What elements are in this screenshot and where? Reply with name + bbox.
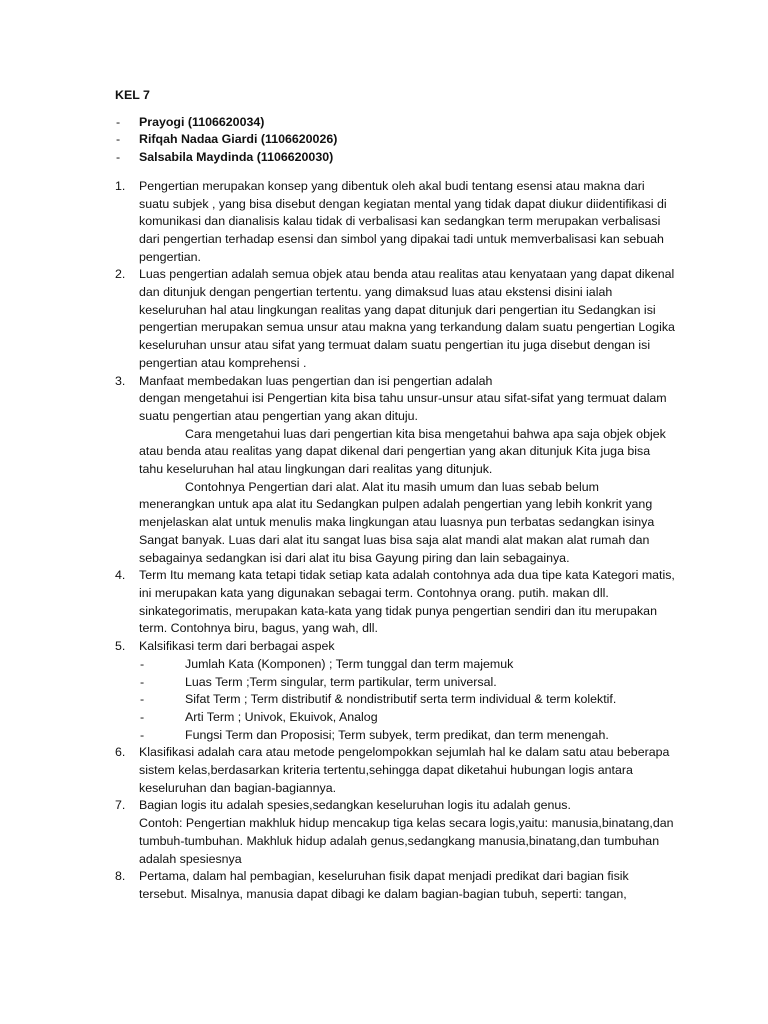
answer-paragraph: dengan mengetahui isi Pengertian kita bisa tahu unsur-unsur atau sifat-sifat yang termuat dalam suatu pengertian atau pengertian yang akan dituju. xyxy=(139,391,667,423)
answer-paragraph: Kalsifikasi term dari berbagai aspek xyxy=(139,639,335,654)
item-number: 2. xyxy=(115,267,126,282)
bullet-dash-icon: - xyxy=(140,674,145,689)
bullet-dash-icon: - xyxy=(116,114,121,129)
answer-paragraph: Pengertian merupakan konsep yang dibentuk oleh akal budi tentang esensi atau makna dari suatu subjek , yang bisa disebut dengan kegiatan mental yang tidak dapat diukur diidentifikasi di komunikasi dan dianalisis kalau tidak di verbalisasi kan sedangkan term merupakan verbalisasi dari pengertian terhadap esensi dan simbol yang dipakai tadi untuk memverbalisasi kan sebuah pengertian. xyxy=(139,178,667,264)
item-number: 4. xyxy=(115,568,126,583)
sub-item xyxy=(139,656,675,674)
sub-item-text: Luas Term ;Term singular, term partikular, term universal. xyxy=(185,674,497,689)
answer-paragraph: Contohnya Pengertian dari alat. Alat itu masih umum dan luas sebab belum menerangkan untuk apa alat itu Sedangkan pulpen adalah pengertian yang lebih konkrit yang menjelaskan alat untuk menulis maka lingkungan atau luasnya pun terbatas sedangkan isinya Sangat banyak. Luas dari alat itu sangat luas bisa saja alat mandi alat makan alat rumah dan sebagainya sedangkan isi dari alat itu bisa Gayung piring dan lain sebagainya. xyxy=(139,479,655,565)
sub-item-text: Arti Term ; Univok, Ekuivok, Analog xyxy=(185,709,378,724)
item-number: 8. xyxy=(115,869,126,884)
member-item xyxy=(115,131,675,149)
bullet-dash-icon: - xyxy=(116,132,121,147)
item-number: 1. xyxy=(115,178,126,193)
answer-paragraph: Term Itu memang kata tetapi tidak setiap kata adalah contohnya ada dua tipe kata Kategori matis, ini merupakan kata yang digunakan sebagai term. Contohnya orang. putih. makan dll. xyxy=(139,568,675,600)
answer-item xyxy=(115,797,675,868)
sub-item xyxy=(139,709,675,727)
member-list xyxy=(115,114,675,167)
member-name: Salsabila Maydinda (1106620030) xyxy=(139,150,334,165)
answer-item xyxy=(115,638,675,744)
answer-paragraph: Luas pengertian adalah semua objek atau benda atau realitas atau kenyataan yang dapat dikenal dan ditunjuk dengan pengertian tertentu. yang dimaksud luas atau ekstensi disini ialah keseluruhan hal atau lingkungan realitas yang dapat ditunjuk dari pengertian itu Sedangkan isi pengertian merupakan semua unsur atau makna yang terkandung dalam suatu pengertian Logika keseluruhan unsur atau sifat yang termuat dalam suatu pengertian itu juga disebut dengan isi pengertian atau komprehensi . xyxy=(139,267,675,370)
document-page xyxy=(115,87,675,904)
answer-item xyxy=(115,744,675,797)
answer-paragraph: Bagian logis itu adalah spesies,sedangkan keseluruhan logis itu adalah genus. xyxy=(139,798,571,813)
member-item xyxy=(115,114,675,132)
bullet-dash-icon: - xyxy=(140,727,145,742)
sub-item xyxy=(139,691,675,709)
member-name: Prayogi (1106620034) xyxy=(139,114,265,129)
answer-paragraph: Manfaat membedakan luas pengertian dan isi pengertian adalah xyxy=(139,373,493,388)
bullet-dash-icon: - xyxy=(116,150,121,165)
item-number: 3. xyxy=(115,373,126,388)
bullet-dash-icon: - xyxy=(140,656,145,671)
sub-item-text: Fungsi Term dan Proposisi; Term subyek, term predikat, dan term menengah. xyxy=(185,727,609,742)
group-title: KEL 7 xyxy=(115,88,150,102)
item-number: 5. xyxy=(115,639,126,654)
answer-item xyxy=(115,266,675,372)
answer-paragraph: sinkategorimatis, merupakan kata-kata yang tidak punya pengertian sendiri dan itu merupakan term. Contohnya biru, bagus, yang wah, dll. xyxy=(139,603,657,636)
bullet-dash-icon: - xyxy=(140,709,145,724)
bullet-dash-icon: - xyxy=(140,692,145,707)
answer-list xyxy=(115,178,675,904)
sub-item-text: Sifat Term ; Term distributif & nondistributif serta term individual & term kolektif. xyxy=(185,692,617,707)
answer-paragraph: Cara mengetahui luas dari pengertian kita bisa mengetahui bahwa apa saja objek objek atau benda atau realitas yang dapat dikenal dari pengertian yang akan ditunjuk Kita juga bisa tahu keseluruhan hal atau lingkungan dari realitas yang ditunjuk. xyxy=(139,426,666,477)
member-name: Rifqah Nadaa Giardi (1106620026) xyxy=(139,132,338,147)
answer-item xyxy=(115,373,675,568)
sub-item xyxy=(139,674,675,692)
sub-item xyxy=(139,727,675,745)
item-number: 7. xyxy=(115,798,126,813)
answer-paragraph: Contoh: Pengertian makhluk hidup mencakup tiga kelas secara logis,yaitu: manusia,binatang,dan tumbuh-tumbuhan. Makhluk hidup adalah genus,sedangkang manusia,binatang,dan tumbuhan adalah spesiesnya xyxy=(139,816,674,866)
answer-paragraph: Klasifikasi adalah cara atau metode pengelompokkan sejumlah hal ke dalam satu atau beberapa sistem kelas,berdasarkan kriteria tertentu,sehingga dapat diketahui hubungan logis antara keseluruhan dan bagian-bagiannya. xyxy=(139,745,670,795)
answer-item xyxy=(115,178,675,267)
answer-item xyxy=(115,567,675,638)
term-classification-list xyxy=(139,656,675,745)
item-number: 6. xyxy=(115,745,126,760)
answer-paragraph: Pertama, dalam hal pembagian, keseluruhan fisik dapat menjadi predikat dari bagian fisik tersebut. Misalnya, manusia dapat dibagi ke dalam bagian-bagian tubuh, seperti: tangan, xyxy=(139,869,629,901)
answer-item xyxy=(115,868,675,903)
member-item xyxy=(115,149,675,167)
sub-item-text: Jumlah Kata (Komponen) ; Term tunggal dan term majemuk xyxy=(185,656,514,671)
